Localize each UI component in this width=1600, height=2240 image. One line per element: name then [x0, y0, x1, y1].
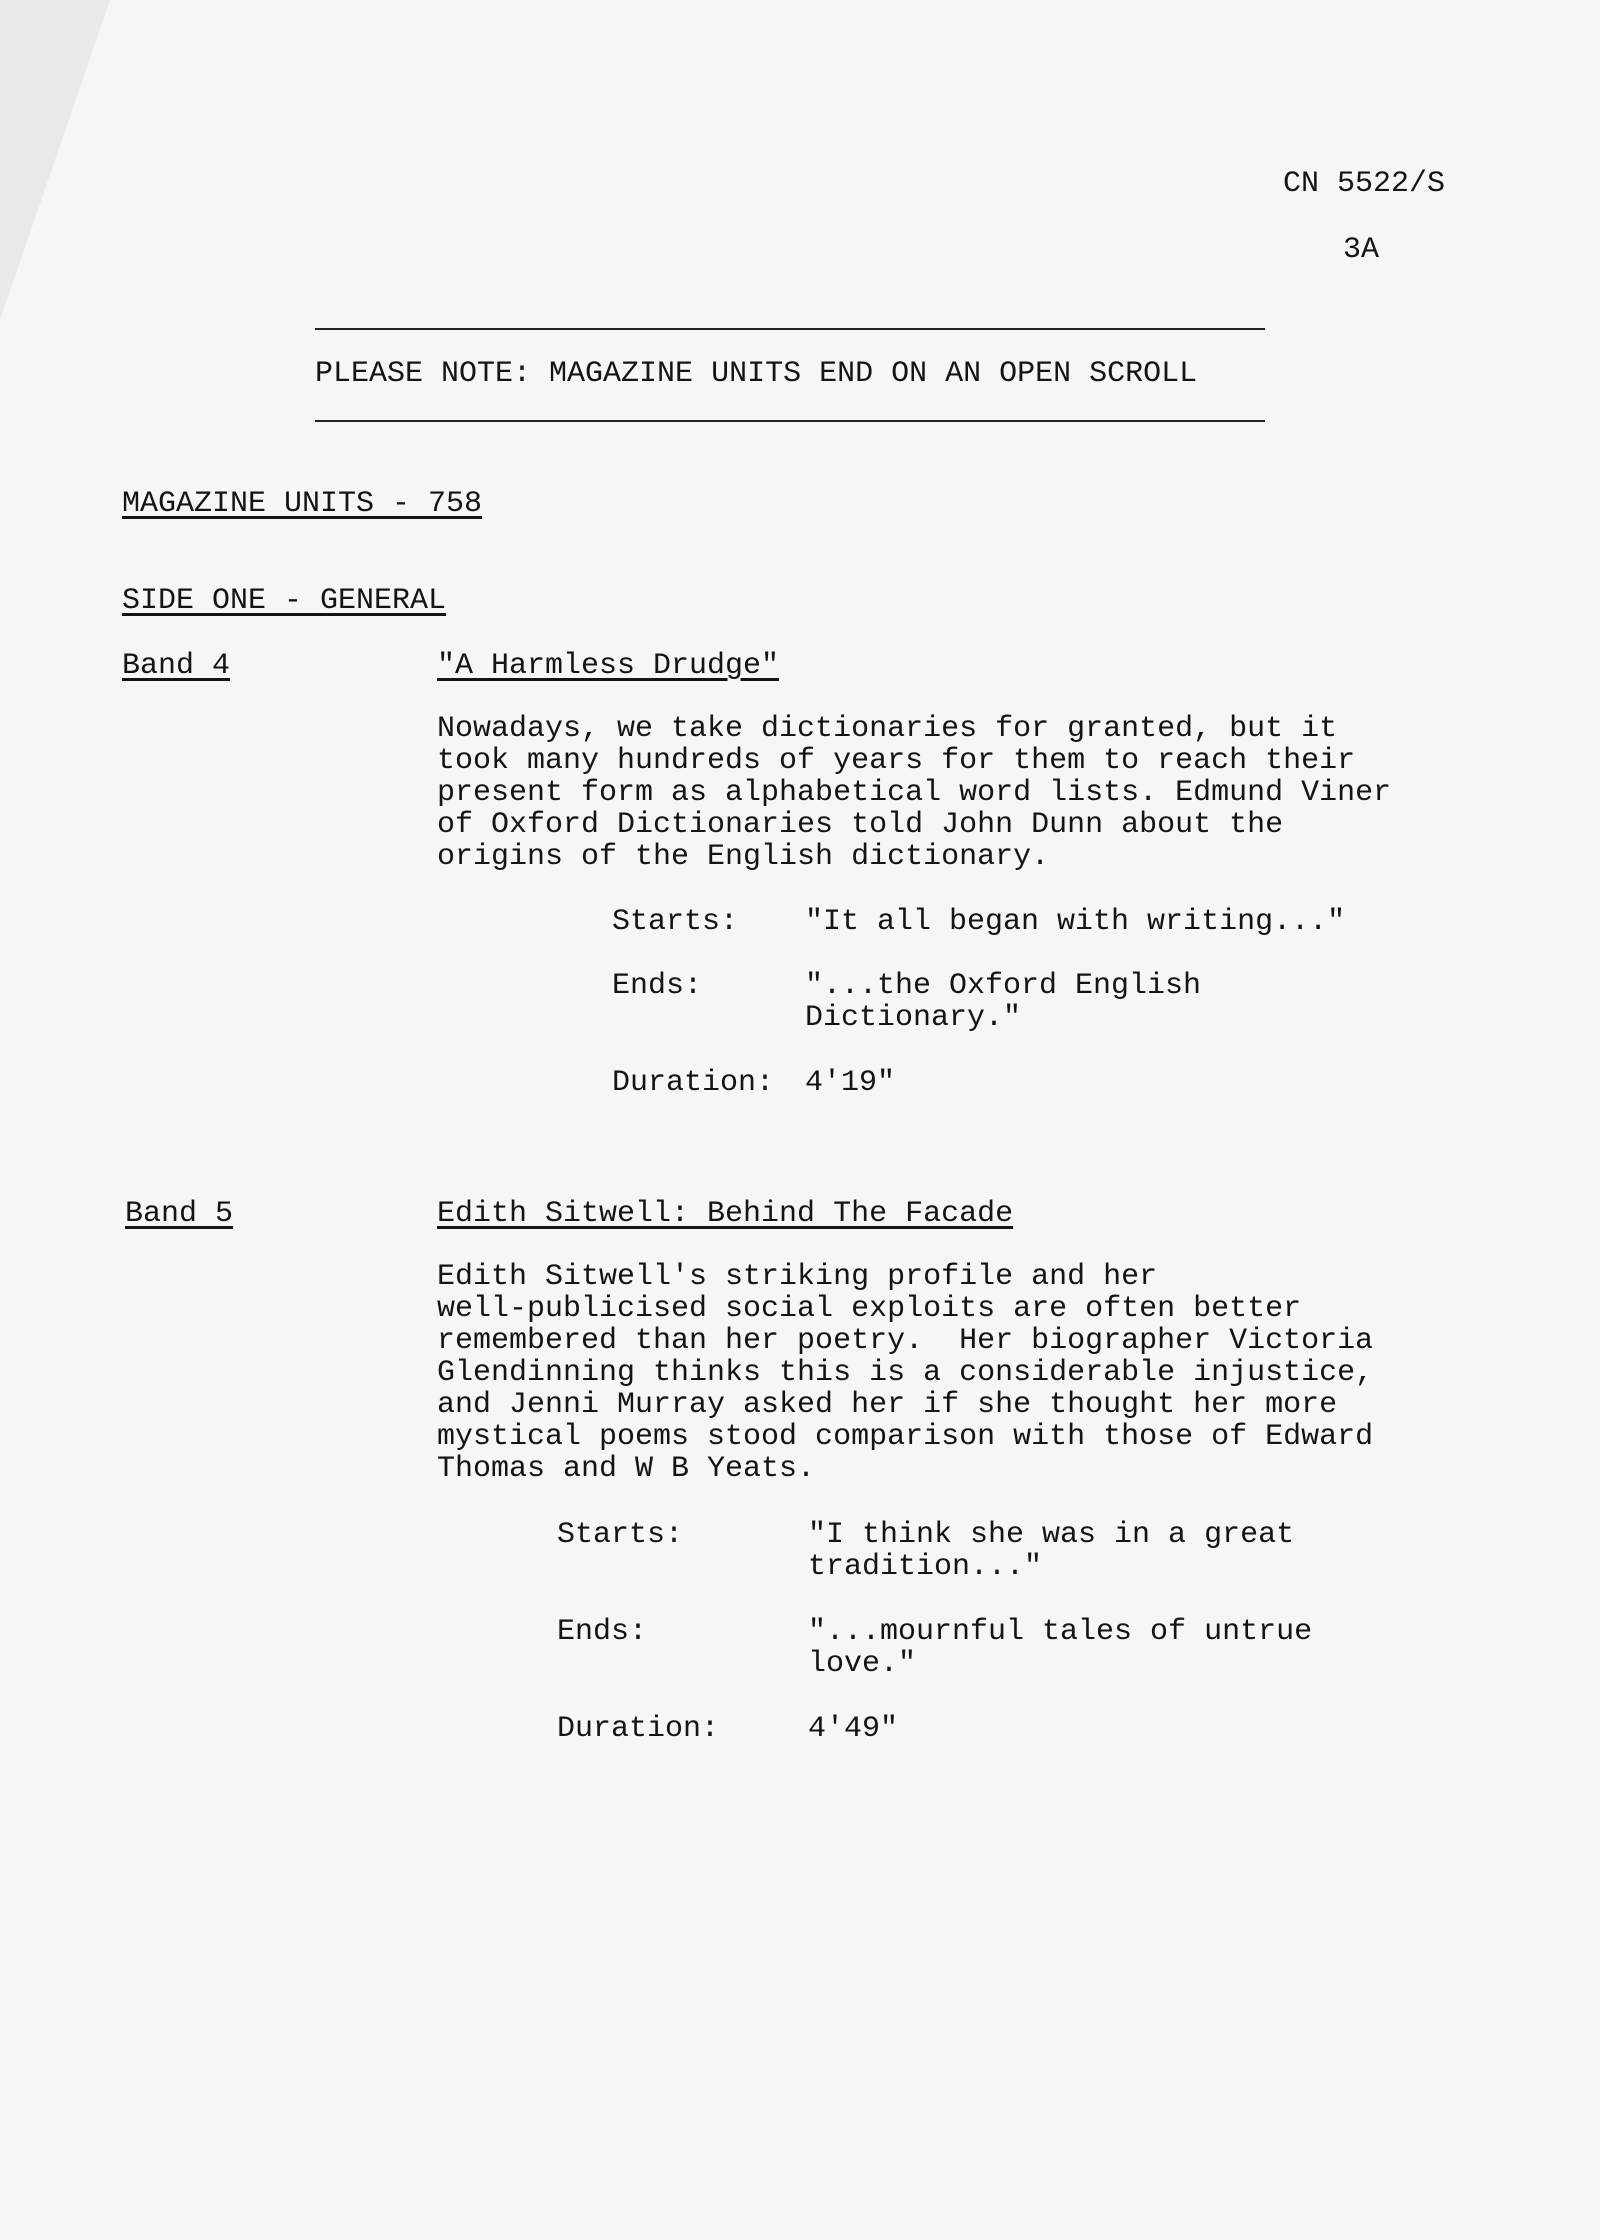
starts-line: tradition...": [808, 1550, 1043, 1584]
description-line: mystical poems stood comparison with those of Edward: [437, 1420, 1374, 1454]
ends-line: "...the Oxford English: [805, 969, 1202, 1003]
description-line: present form as alphabetical word lists. Edmund Viner: [437, 776, 1392, 810]
ends-value: [805, 970, 1201, 1034]
description-line: Thomas and W B Yeats.: [437, 1452, 816, 1486]
band-label: Band 4: [122, 649, 231, 683]
description-line: and Jenni Murray asked her if she thought her more: [437, 1388, 1338, 1422]
ends-value: [808, 1616, 1312, 1680]
band-description: [437, 713, 1391, 873]
starts-value: [808, 1519, 1294, 1583]
ends-label: Ends:: [612, 969, 703, 1003]
description-line: Nowadays, we take dictionaries for granted, but it: [437, 712, 1338, 746]
notice-rule-bottom: [315, 420, 1265, 422]
band-title: Edith Sitwell: Behind The Facade: [437, 1197, 1014, 1231]
duration-label: Duration:: [612, 1066, 775, 1100]
starts-line: "I think she was in a great: [808, 1518, 1295, 1552]
description-line: of Oxford Dictionaries told John Dunn about the: [437, 808, 1284, 842]
description-line: well-publicised social exploits are often better: [437, 1292, 1302, 1326]
band-description: [437, 1261, 1373, 1485]
description-line: Edith Sitwell's striking profile and her: [437, 1260, 1158, 1294]
document-reference: CN 5522/S: [1283, 167, 1446, 201]
description-line: Glendinning thinks this is a considerable injustice,: [437, 1356, 1374, 1390]
starts-value: "It all began with writing...": [805, 905, 1346, 939]
ends-label: Ends:: [557, 1615, 648, 1649]
description-line: origins of the English dictionary.: [437, 840, 1050, 874]
section-title: MAGAZINE UNITS - 758: [122, 487, 483, 521]
band-title: "A Harmless Drudge": [437, 649, 780, 683]
notice-rule-top: [315, 328, 1265, 330]
notice-text: PLEASE NOTE: MAGAZINE UNITS END ON AN OPEN SCROLL: [315, 357, 1198, 391]
description-line: took many hundreds of years for them to reach their: [437, 744, 1356, 778]
ends-line: love.": [808, 1647, 917, 1681]
side-title: SIDE ONE - GENERAL: [122, 584, 447, 618]
ends-line: "...mournful tales of untrue: [808, 1615, 1313, 1649]
folded-corner: [0, 0, 110, 320]
duration-label: Duration:: [557, 1712, 720, 1746]
band-label: Band 5: [125, 1197, 234, 1231]
page-number: 3A: [1343, 233, 1380, 267]
description-line: remembered than her poetry. Her biographer Victoria: [437, 1324, 1374, 1358]
duration-value: 4'49": [808, 1712, 899, 1746]
starts-label: Starts:: [557, 1518, 684, 1552]
duration-value: 4'19": [805, 1066, 896, 1100]
starts-label: Starts:: [612, 905, 739, 939]
ends-line: Dictionary.": [805, 1001, 1022, 1035]
